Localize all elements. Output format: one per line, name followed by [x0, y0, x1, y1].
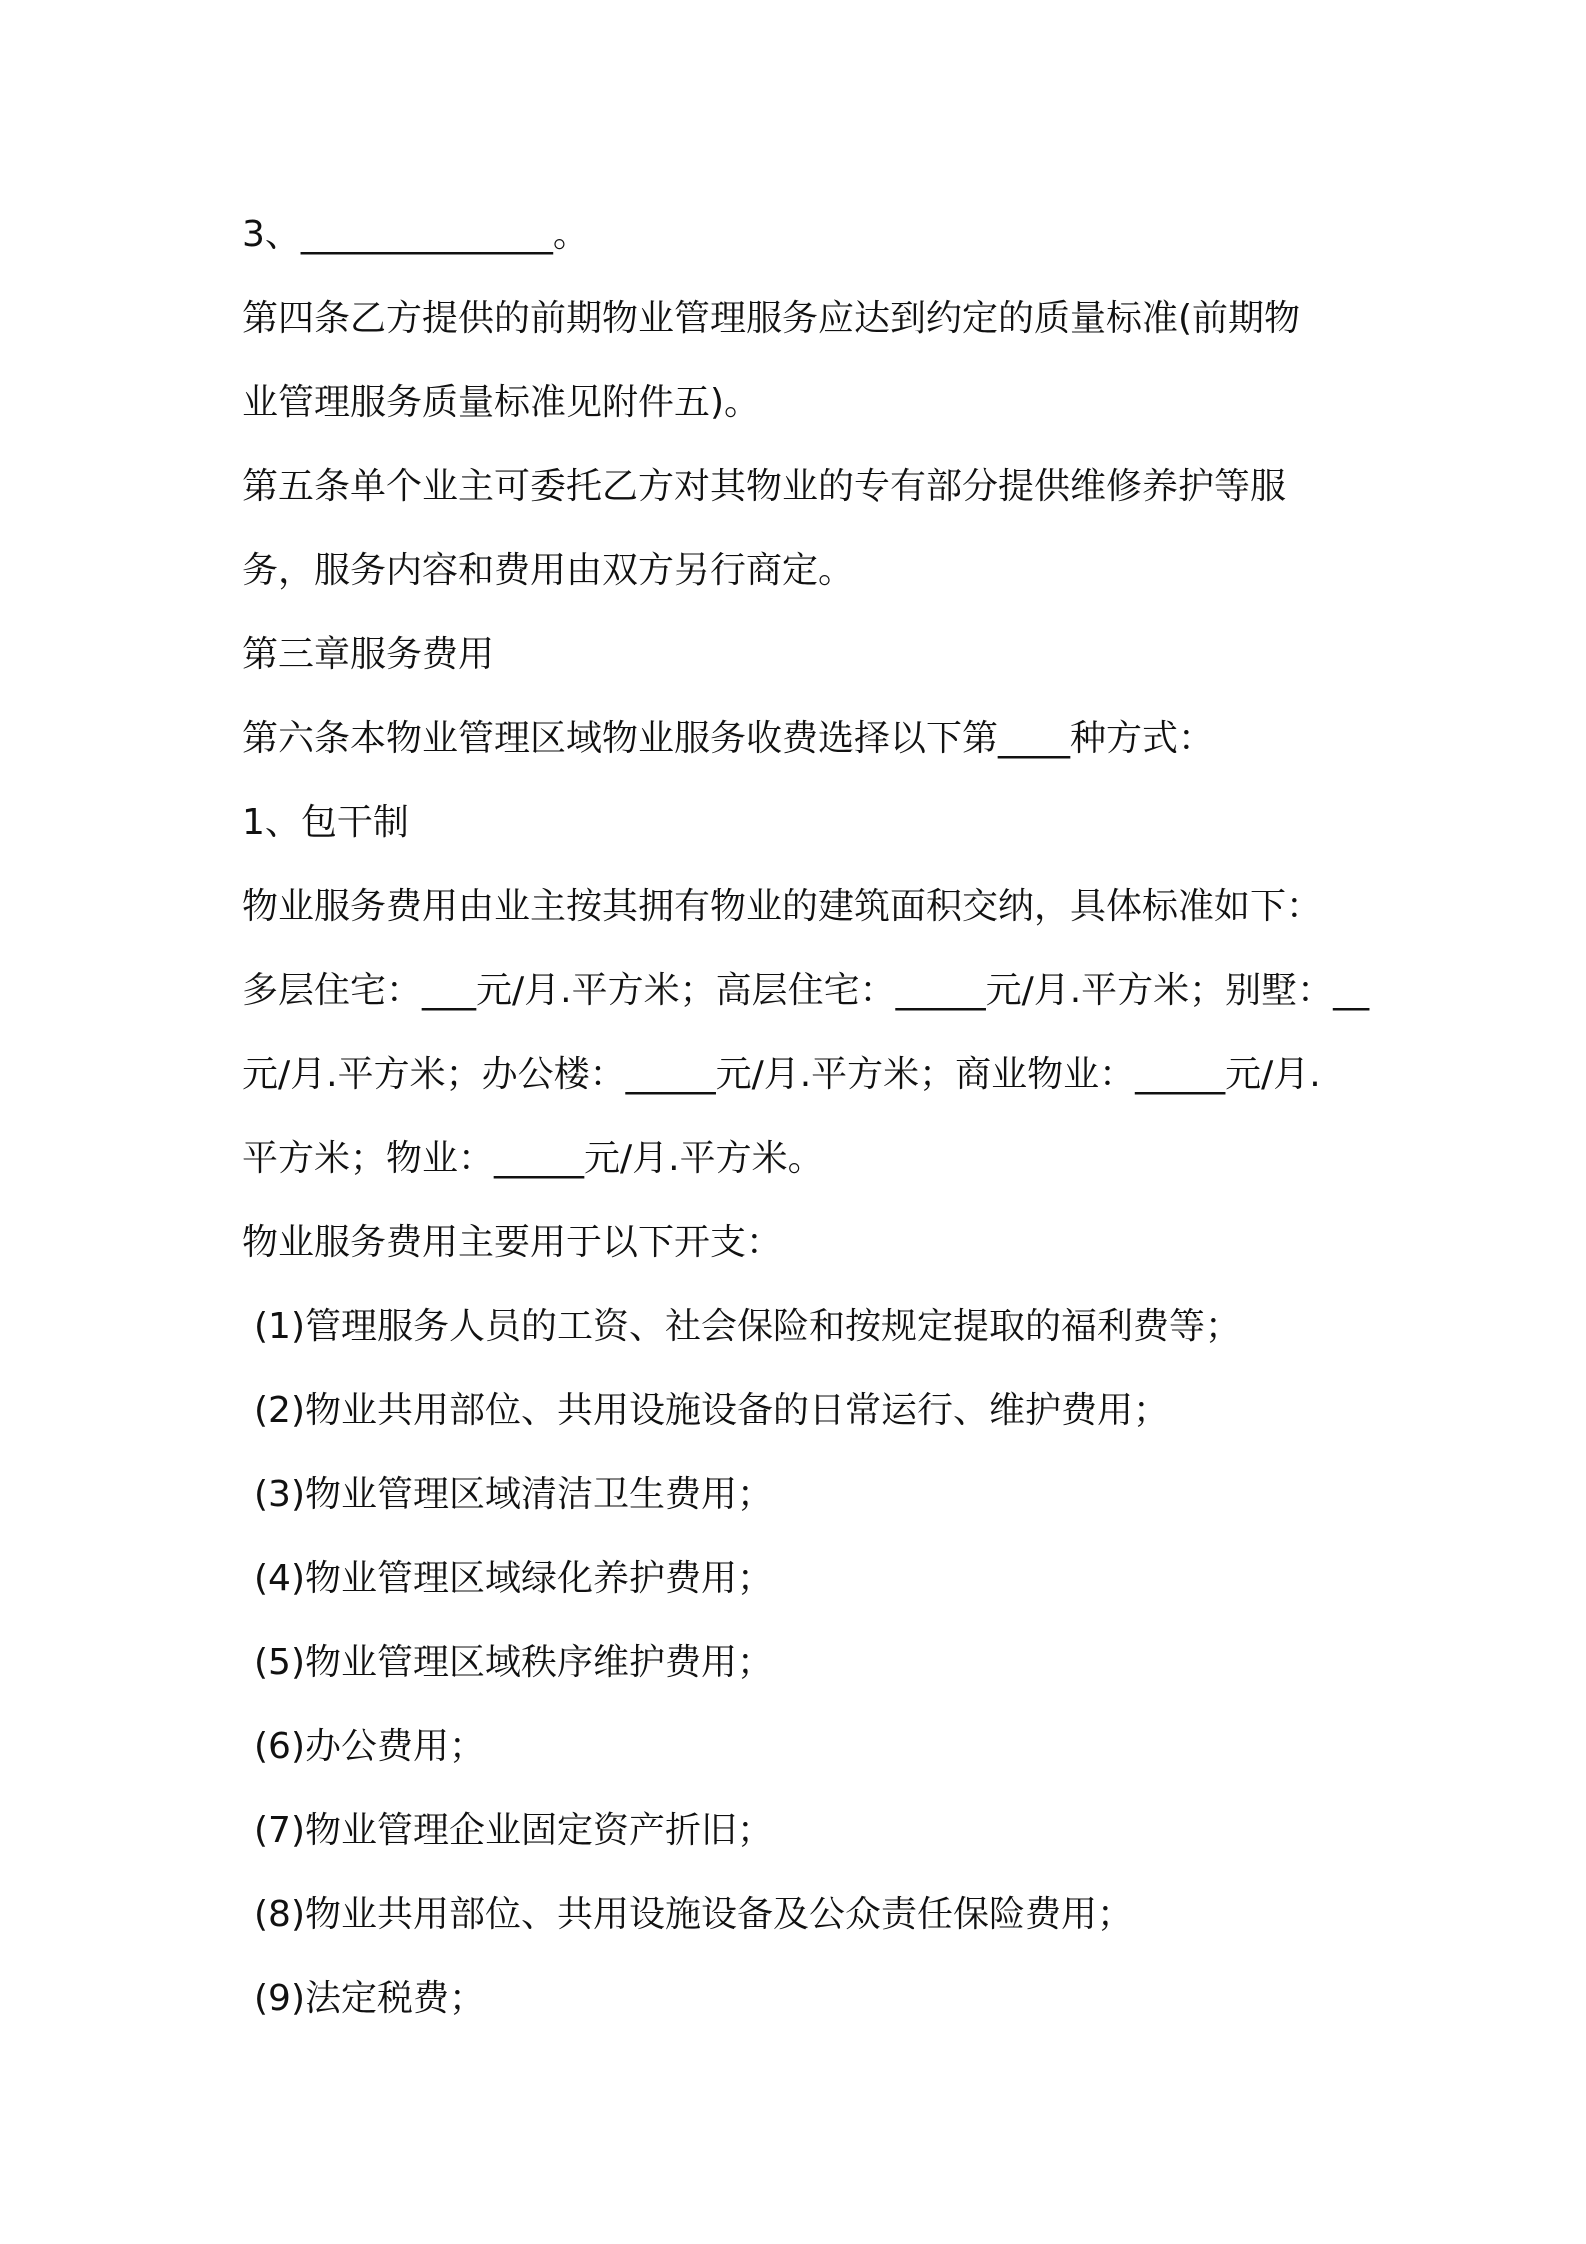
clause-3-blank-line: 3、______________。	[242, 214, 589, 255]
expense-item-4: (4)物业管理区域绿化养护费用；	[254, 1558, 773, 1599]
chapter-3-heading: 第三章服务费用	[242, 634, 495, 675]
article-5-line-2: 务，服务内容和费用由双方另行商定。	[242, 550, 855, 591]
article-4-line-1: 第四条乙方提供的前期物业管理服务应达到约定的质量标准(前期物	[242, 298, 1301, 339]
article-5-line-1: 第五条单个业主可委托乙方对其物业的专有部分提供维修养护等服	[242, 466, 1287, 507]
expense-item-8: (8)物业共用部位、共用设施设备及公众责任保险费用；	[254, 1894, 1133, 1935]
expense-item-3: (3)物业管理区域清洁卫生费用；	[254, 1474, 773, 1515]
fee-standard-line-2: 元/月.平方米；办公楼：_____元/月.平方米；商业物业：_____元/月.	[242, 1054, 1321, 1095]
expense-intro-line: 物业服务费用主要用于以下开支：	[242, 1222, 783, 1263]
expense-item-6: (6)办公费用；	[254, 1726, 485, 1767]
expense-item-9: (9)法定税费；	[254, 1978, 485, 2019]
option-1-heading: 1、包干制	[242, 802, 409, 843]
fee-basis-line: 物业服务费用由业主按其拥有物业的建筑面积交纳，具体标准如下：	[242, 886, 1323, 927]
fee-standard-line-1: 多层住宅：___元/月.平方米；高层住宅：_____元/月.平方米；别墅：__	[242, 970, 1370, 1011]
expense-item-7: (7)物业管理企业固定资产折旧；	[254, 1810, 773, 1851]
fee-standard-line-3: 平方米；物业：_____元/月.平方米。	[242, 1138, 824, 1179]
expense-item-2: (2)物业共用部位、共用设施设备的日常运行、维护费用；	[254, 1390, 1169, 1431]
expense-item-5: (5)物业管理区域秩序维护费用；	[254, 1642, 773, 1683]
article-4-line-2: 业管理服务质量标准见附件五)。	[242, 382, 761, 423]
article-6-line: 第六条本物业管理区域物业服务收费选择以下第____种方式：	[242, 718, 1215, 759]
expense-item-1: (1)管理服务人员的工资、社会保险和按规定提取的福利费等；	[254, 1306, 1241, 1347]
document-body	[242, 205, 1370, 2053]
